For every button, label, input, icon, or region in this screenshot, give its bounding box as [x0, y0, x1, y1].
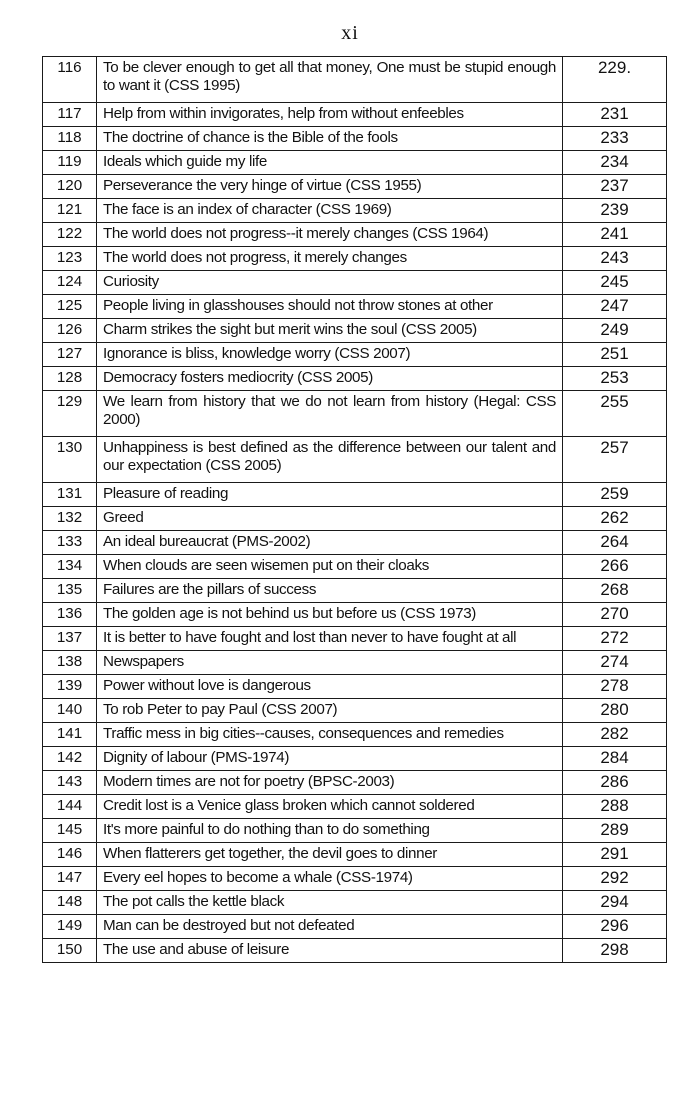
table-row [43, 747, 667, 771]
entry-topic: Man can be destroyed but not defeated [97, 915, 563, 939]
entry-topic: Power without love is dangerous [97, 675, 563, 699]
entry-topic: When clouds are seen wisemen put on their cloaks [97, 555, 563, 579]
entry-number: 149 [43, 915, 97, 939]
entry-page: 266 [563, 555, 667, 579]
entry-page: 294 [563, 891, 667, 915]
entry-number: 133 [43, 531, 97, 555]
entry-topic: Dignity of labour (PMS-1974) [97, 747, 563, 771]
entry-page: 282 [563, 723, 667, 747]
entry-topic: We learn from history that we do not learn from history (Hegal: CSS 2000) [97, 391, 563, 437]
table-row [43, 343, 667, 367]
table-row [43, 651, 667, 675]
entry-number: 135 [43, 579, 97, 603]
entry-page: 272 [563, 627, 667, 651]
entry-number: 118 [43, 127, 97, 151]
entry-page: 237 [563, 175, 667, 199]
entry-number: 142 [43, 747, 97, 771]
entry-number: 138 [43, 651, 97, 675]
entry-topic: Ideals which guide my life [97, 151, 563, 175]
entry-number: 126 [43, 319, 97, 343]
entry-number: 150 [43, 939, 97, 963]
entry-topic: Greed [97, 507, 563, 531]
entry-number: 132 [43, 507, 97, 531]
entry-page: 257 [563, 437, 667, 483]
table-row [43, 437, 667, 483]
entry-page: 245 [563, 271, 667, 295]
entry-page: 229. [563, 57, 667, 103]
table-row [43, 699, 667, 723]
entry-number: 143 [43, 771, 97, 795]
entry-page: 280 [563, 699, 667, 723]
entry-page: 241 [563, 223, 667, 247]
entry-page: 296 [563, 915, 667, 939]
entry-topic: The use and abuse of leisure [97, 939, 563, 963]
table-row [43, 579, 667, 603]
entry-page: 243 [563, 247, 667, 271]
entry-topic: The world does not progress, it merely changes [97, 247, 563, 271]
table-row [43, 391, 667, 437]
entry-topic: To be clever enough to get all that money, One must be stupid enough to want it (CSS 1995) [97, 57, 563, 103]
entry-number: 144 [43, 795, 97, 819]
entry-topic: Traffic mess in big cities--causes, consequences and remedies [97, 723, 563, 747]
table-row [43, 771, 667, 795]
table-row [43, 483, 667, 507]
entry-number: 123 [43, 247, 97, 271]
entry-number: 145 [43, 819, 97, 843]
entry-number: 139 [43, 675, 97, 699]
entry-topic: To rob Peter to pay Paul (CSS 2007) [97, 699, 563, 723]
entry-topic: Failures are the pillars of success [97, 579, 563, 603]
entry-topic: Ignorance is bliss, knowledge worry (CSS 2007) [97, 343, 563, 367]
entry-topic: The world does not progress--it merely changes (CSS 1964) [97, 223, 563, 247]
entry-number: 148 [43, 891, 97, 915]
entry-number: 147 [43, 867, 97, 891]
table-row [43, 367, 667, 391]
entry-topic: The doctrine of chance is the Bible of the fools [97, 127, 563, 151]
entry-topic: Modern times are not for poetry (BPSC-2003) [97, 771, 563, 795]
entry-number: 141 [43, 723, 97, 747]
table-row [43, 915, 667, 939]
table-row [43, 271, 667, 295]
entry-page: 298 [563, 939, 667, 963]
entry-topic: Curiosity [97, 271, 563, 295]
table-row [43, 57, 667, 103]
entry-number: 146 [43, 843, 97, 867]
table-row [43, 603, 667, 627]
entry-page: 234 [563, 151, 667, 175]
entry-number: 129 [43, 391, 97, 437]
table-row [43, 319, 667, 343]
table-row [43, 675, 667, 699]
table-row [43, 795, 667, 819]
table-row [43, 843, 667, 867]
entry-topic: Every eel hopes to become a whale (CSS-1974) [97, 867, 563, 891]
entry-topic: It is better to have fought and lost than never to have fought at all [97, 627, 563, 651]
entry-topic: Pleasure of reading [97, 483, 563, 507]
entry-topic: It's more painful to do nothing than to do something [97, 819, 563, 843]
table-row [43, 531, 667, 555]
table-row [43, 723, 667, 747]
entry-number: 117 [43, 103, 97, 127]
entry-number: 128 [43, 367, 97, 391]
table-row [43, 103, 667, 127]
entry-number: 124 [43, 271, 97, 295]
entry-page: 284 [563, 747, 667, 771]
entry-number: 120 [43, 175, 97, 199]
entry-page: 255 [563, 391, 667, 437]
table-row [43, 627, 667, 651]
contents-table [42, 56, 667, 963]
entry-number: 122 [43, 223, 97, 247]
entry-page: 233 [563, 127, 667, 151]
table-row [43, 223, 667, 247]
entry-number: 134 [43, 555, 97, 579]
entry-topic: People living in glasshouses should not throw stones at other [97, 295, 563, 319]
table-row [43, 127, 667, 151]
table-row [43, 151, 667, 175]
entry-number: 136 [43, 603, 97, 627]
entry-page: 262 [563, 507, 667, 531]
table-row [43, 175, 667, 199]
table-row [43, 891, 667, 915]
entry-page: 274 [563, 651, 667, 675]
table-row [43, 507, 667, 531]
entry-topic: The pot calls the kettle black [97, 891, 563, 915]
entry-page: 291 [563, 843, 667, 867]
entry-page: 264 [563, 531, 667, 555]
entry-number: 130 [43, 437, 97, 483]
table-row [43, 939, 667, 963]
entry-number: 125 [43, 295, 97, 319]
entry-topic: The golden age is not behind us but before us (CSS 1973) [97, 603, 563, 627]
entry-topic: Help from within invigorates, help from without enfeebles [97, 103, 563, 127]
entry-page: 270 [563, 603, 667, 627]
entry-topic: Charm strikes the sight but merit wins the soul (CSS 2005) [97, 319, 563, 343]
table-row [43, 867, 667, 891]
entry-topic: Perseverance the very hinge of virtue (CSS 1955) [97, 175, 563, 199]
entry-page: 278 [563, 675, 667, 699]
entry-number: 119 [43, 151, 97, 175]
entry-page: 286 [563, 771, 667, 795]
table-row [43, 247, 667, 271]
entry-page: 253 [563, 367, 667, 391]
entry-topic: Democracy fosters mediocrity (CSS 2005) [97, 367, 563, 391]
entry-number: 131 [43, 483, 97, 507]
entry-number: 116 [43, 57, 97, 103]
entry-page: 249 [563, 319, 667, 343]
table-row [43, 819, 667, 843]
contents-table-body [43, 57, 667, 963]
entry-topic: The face is an index of character (CSS 1969) [97, 199, 563, 223]
entry-page: 259 [563, 483, 667, 507]
table-row [43, 555, 667, 579]
entry-page: 292 [563, 867, 667, 891]
page-number: xi [341, 22, 359, 44]
entry-topic: Credit lost is a Venice glass broken which cannot soldered [97, 795, 563, 819]
entry-topic: Unhappiness is best defined as the difference between our talent and our expectation (CSS 2005) [97, 437, 563, 483]
entry-number: 140 [43, 699, 97, 723]
entry-page: 268 [563, 579, 667, 603]
table-row [43, 295, 667, 319]
entry-page: 288 [563, 795, 667, 819]
entry-number: 121 [43, 199, 97, 223]
entry-topic: Newspapers [97, 651, 563, 675]
entry-number: 127 [43, 343, 97, 367]
entry-topic: An ideal bureaucrat (PMS-2002) [97, 531, 563, 555]
table-row [43, 199, 667, 223]
entry-page: 239 [563, 199, 667, 223]
entry-page: 247 [563, 295, 667, 319]
entry-page: 251 [563, 343, 667, 367]
entry-page: 289 [563, 819, 667, 843]
entry-page: 231 [563, 103, 667, 127]
entry-topic: When flatterers get together, the devil goes to dinner [97, 843, 563, 867]
entry-number: 137 [43, 627, 97, 651]
